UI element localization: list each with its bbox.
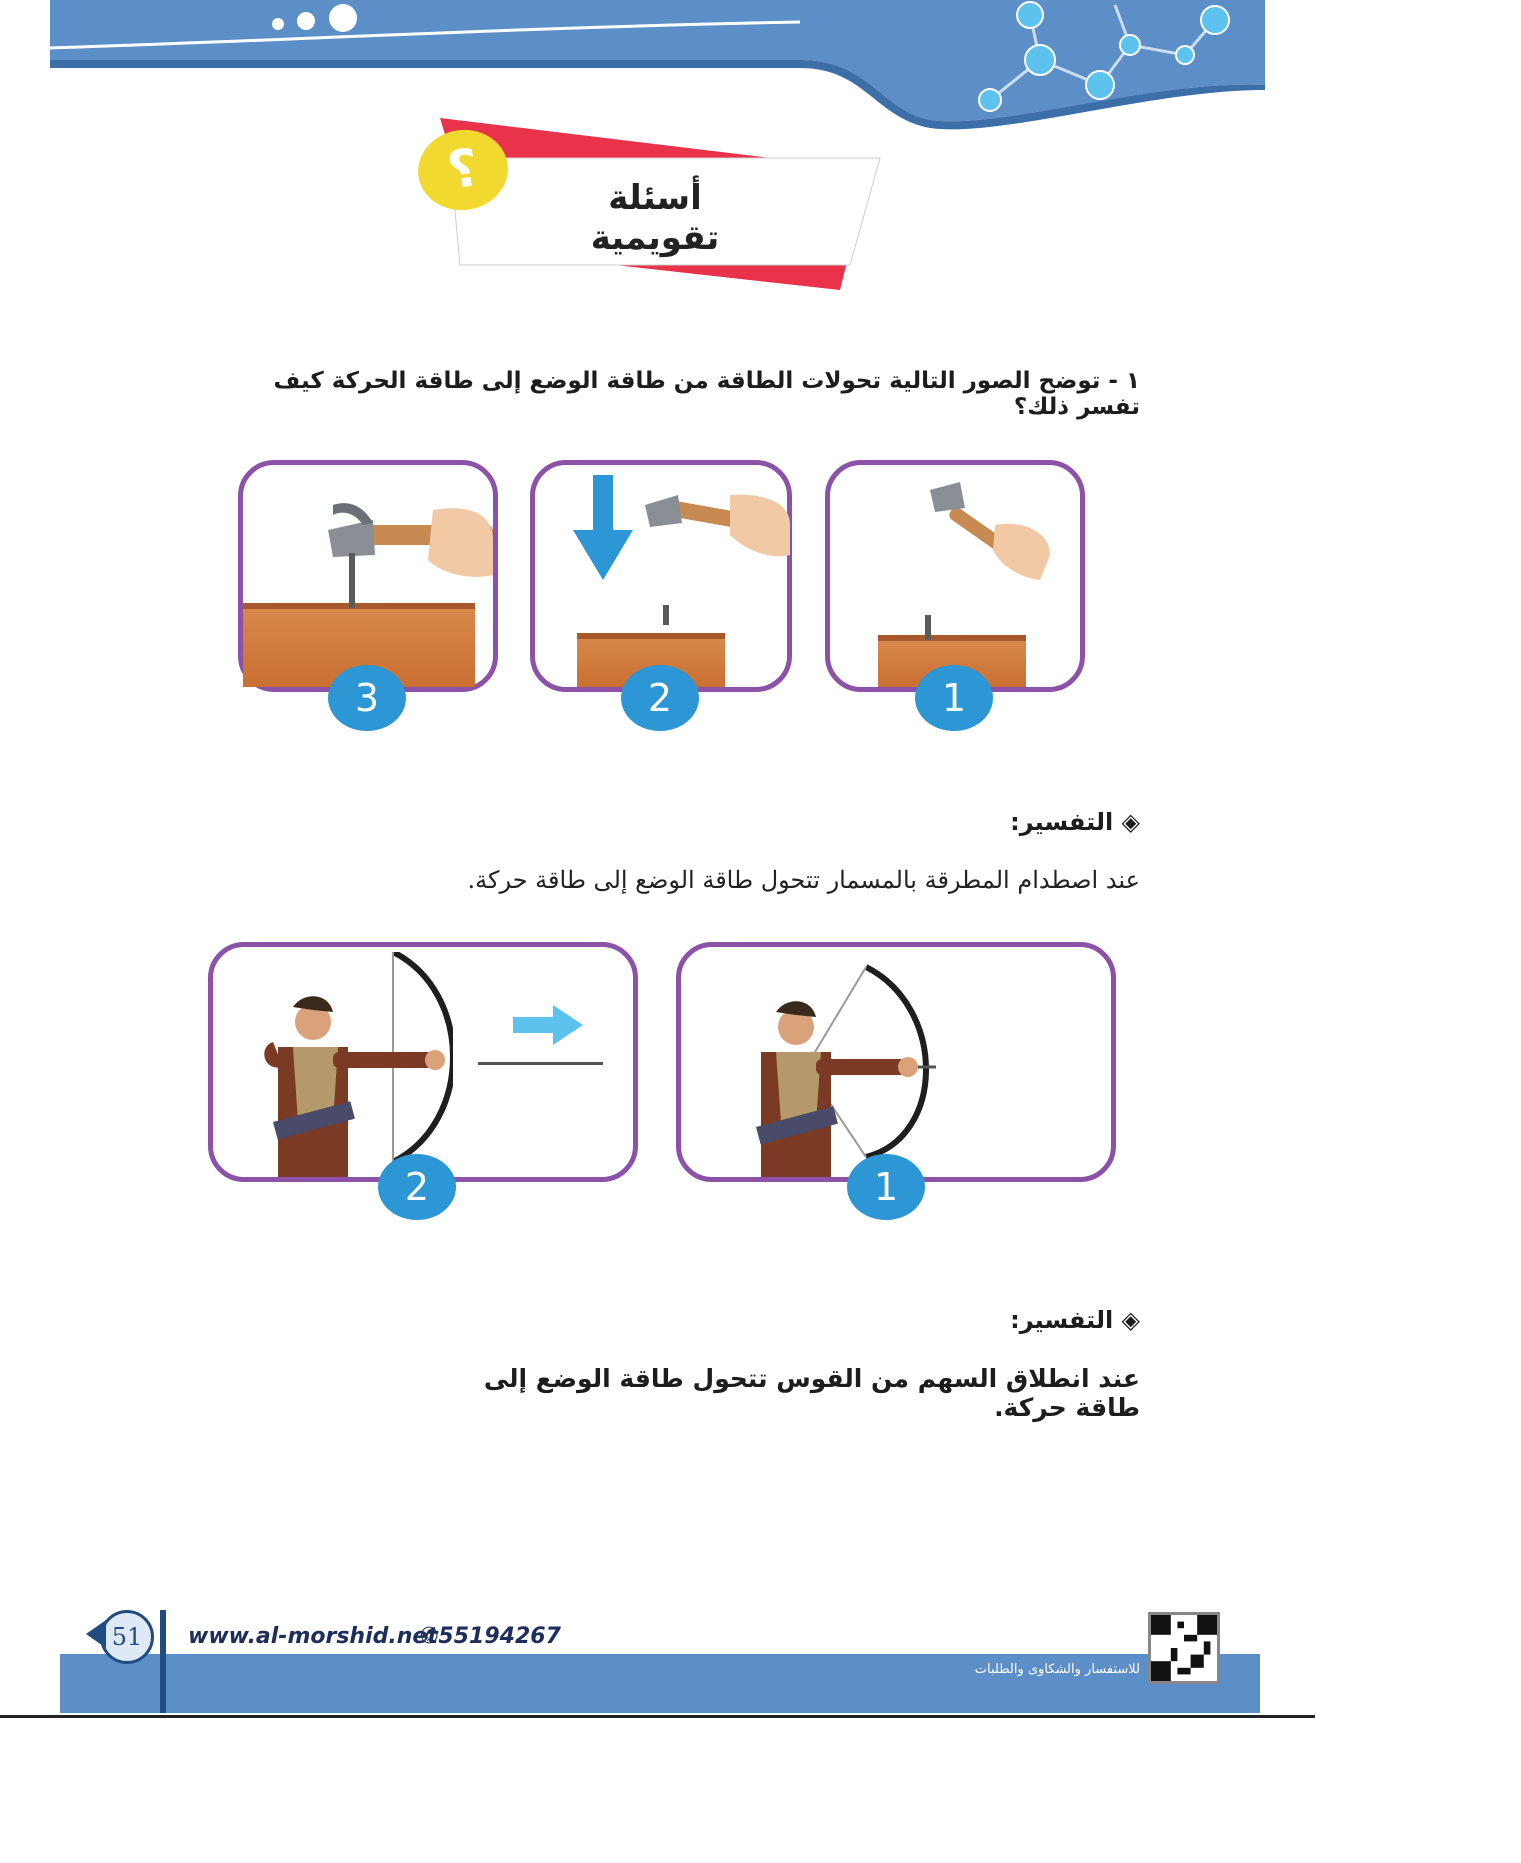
question-mark-icon: ؟: [413, 124, 513, 216]
panel-number-badge: 1: [915, 665, 993, 731]
question-1-text: ١ - توضح الصور التالية تحولات الطاقة من طاقة الوضع إلى طاقة الحركة كيف تفسر ذلك؟: [273, 368, 1140, 420]
hammer-panel-2: [530, 460, 792, 720]
panel-number-badge: 1: [847, 1154, 925, 1220]
panel-number-badge: 2: [621, 665, 699, 731]
hammer-hand-icon: [925, 470, 1055, 590]
hammer-hand-icon: [630, 475, 790, 625]
section-title: أسئلة تقويمية: [590, 178, 720, 258]
explanation-2-heading: ◈ التفسير:: [1010, 1306, 1140, 1334]
archer-icon: [253, 952, 453, 1177]
hammer-hand-icon: [293, 485, 493, 615]
phone-number: ✆55194267: [420, 1624, 561, 1649]
footer-divider: [160, 1610, 166, 1713]
diamond-bullet-icon: ◈: [1113, 808, 1140, 836]
panel-number-badge: 2: [378, 1154, 456, 1220]
right-arrow-icon: [513, 1005, 583, 1045]
archer-panel-1: [676, 942, 1116, 1209]
explanation-1-heading: ◈ التفسير:: [1010, 808, 1140, 836]
site-url[interactable]: www.al-morshid.net: [188, 1624, 438, 1649]
page-number-tab-icon: [86, 1620, 106, 1648]
hammer-panel-3: [238, 460, 498, 720]
arrow-projectile: [478, 1062, 603, 1065]
footer-note: للاستفسار والشكاوى والطلبات: [974, 1662, 1140, 1677]
explanation-1-text: عند اصطدام المطرقة بالمسمار تتحول طاقة الوضع إلى طاقة حركة.: [467, 866, 1140, 894]
explanation-2-text: عند انطلاق السهم من القوس تتحول طاقة الوضع إلى طاقة حركة.: [483, 1364, 1140, 1422]
diamond-bullet-icon: ◈: [1113, 1306, 1140, 1334]
archer-panel-2: [208, 942, 638, 1209]
footer-rule: [0, 1715, 1315, 1718]
qr-code-icon[interactable]: [1148, 1612, 1220, 1684]
archer-icon: [736, 947, 936, 1177]
page-number: 51: [100, 1610, 154, 1664]
hammer-panel-1: [825, 460, 1085, 720]
down-arrow-icon: [573, 475, 633, 585]
panel-number-badge: 3: [328, 665, 406, 731]
